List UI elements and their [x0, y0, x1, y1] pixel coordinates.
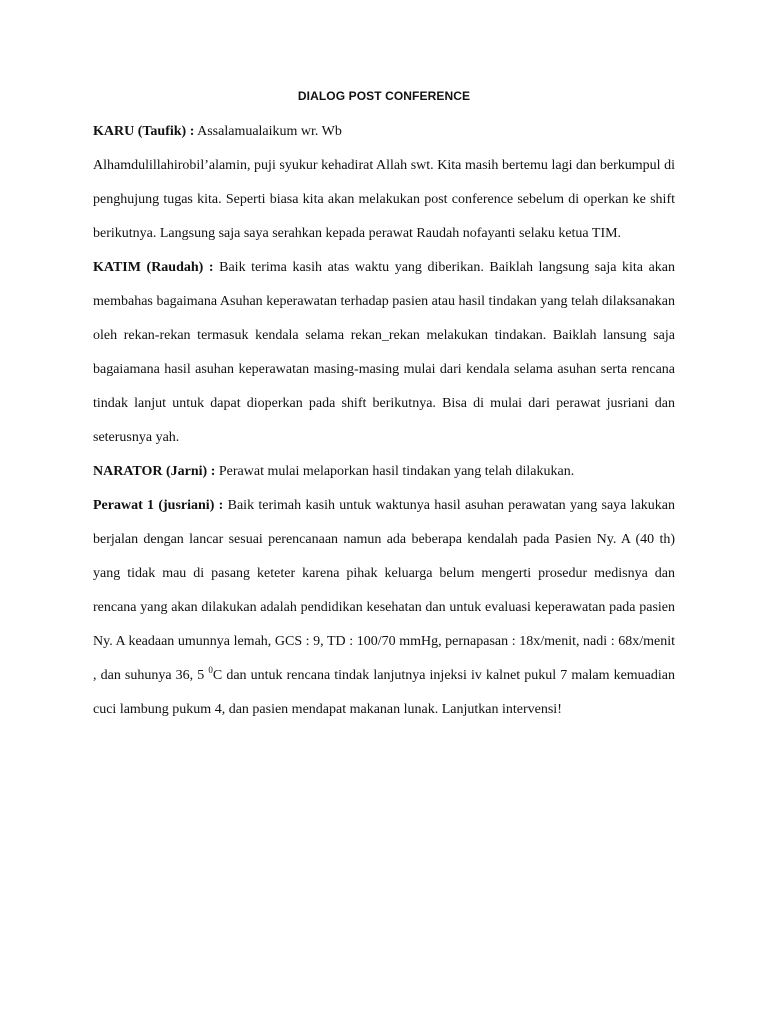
paragraph-karu-continued [93, 149, 675, 251]
speaker-perawat-1: Perawat 1 (jusriani) : [93, 498, 224, 513]
paragraph-perawat-1 [93, 489, 675, 727]
paragraph-perawat-1-text-b: C dan untuk rencana tindak lanjutnya injeksi iv kalnet pukul 7 malam kemuadian cuci lambung pukum 4, dan pasien mendapat makanan lunak. Lanjutkan intervensi! [93, 668, 675, 717]
paragraph-karu-continued-text: Alhamdulillahirobil’alamin, puji syukur kehadirat Allah swt. Kita masih bertemu lagi dan berkumpul di penghujung tugas kita. Seperti biasa kita akan melakukan post conference sebelum di operkan ke shift berikutnya. Langsung saja saya serahkan kepada perawat Raudah nofayanti selaku ketua TIM. [93, 158, 675, 241]
degree-superscript: 0 [208, 665, 213, 675]
speaker-karu: KARU (Taufik) : [93, 124, 195, 139]
speaker-katim: KATIM (Raudah) : [93, 260, 214, 275]
paragraph-narator-text: Perawat mulai melaporkan hasil tindakan yang telah dilakukan. [215, 464, 575, 479]
paragraph-karu [93, 115, 675, 149]
speaker-narator: NARATOR (Jarni) : [93, 464, 216, 479]
paragraph-katim-text: Baik terima kasih atas waktu yang diberikan. Baiklah langsung saja kita akan membahas bagaimana Asuhan keperawatan terhadap pasien atau hasil tindakan yang telah dilaksanakan oleh rekan-rekan termasuk kendala selama rekan_rekan melakukan tindakan. Baiklah lansung saja bagaiamana hasil asuhan keperawatan masing-masing mulai dari kendala selama asuhan serta rencana tindak lanjut untuk dapat dioperkan pada shift berikutnya. Bisa di mulai dari perawat jusriani dan seterusnya yah. [93, 260, 675, 445]
paragraph-perawat-1-text-a: Baik terimah kasih untuk waktunya hasil asuhan perawatan yang saya lakukan berjalan dengan lancar sesuai perencanaan namun ada beberapa kendalah pada Pasien Ny. A (40 th) yang tidak mau di pasang keteter karena pihak keluarga belum mengerti prosedur medisnya dan rencana yang akan dilakukan adalah pendidikan kesehatan dan untuk evaluasi keperawatan pada pasien Ny. A keadaan umunnya lemah, GCS : 9, TD : 100/70 mmHg, pernapasan : 18x/menit, nadi : 68x/menit , dan suhunya 36, 5 [93, 498, 675, 683]
paragraph-karu-text: Assalamualaikum wr. Wb [194, 124, 342, 139]
paragraph-katim [93, 251, 675, 455]
paragraph-narator [93, 455, 675, 489]
document-title: DIALOG POST CONFERENCE [297, 89, 471, 103]
document-body [93, 115, 675, 727]
